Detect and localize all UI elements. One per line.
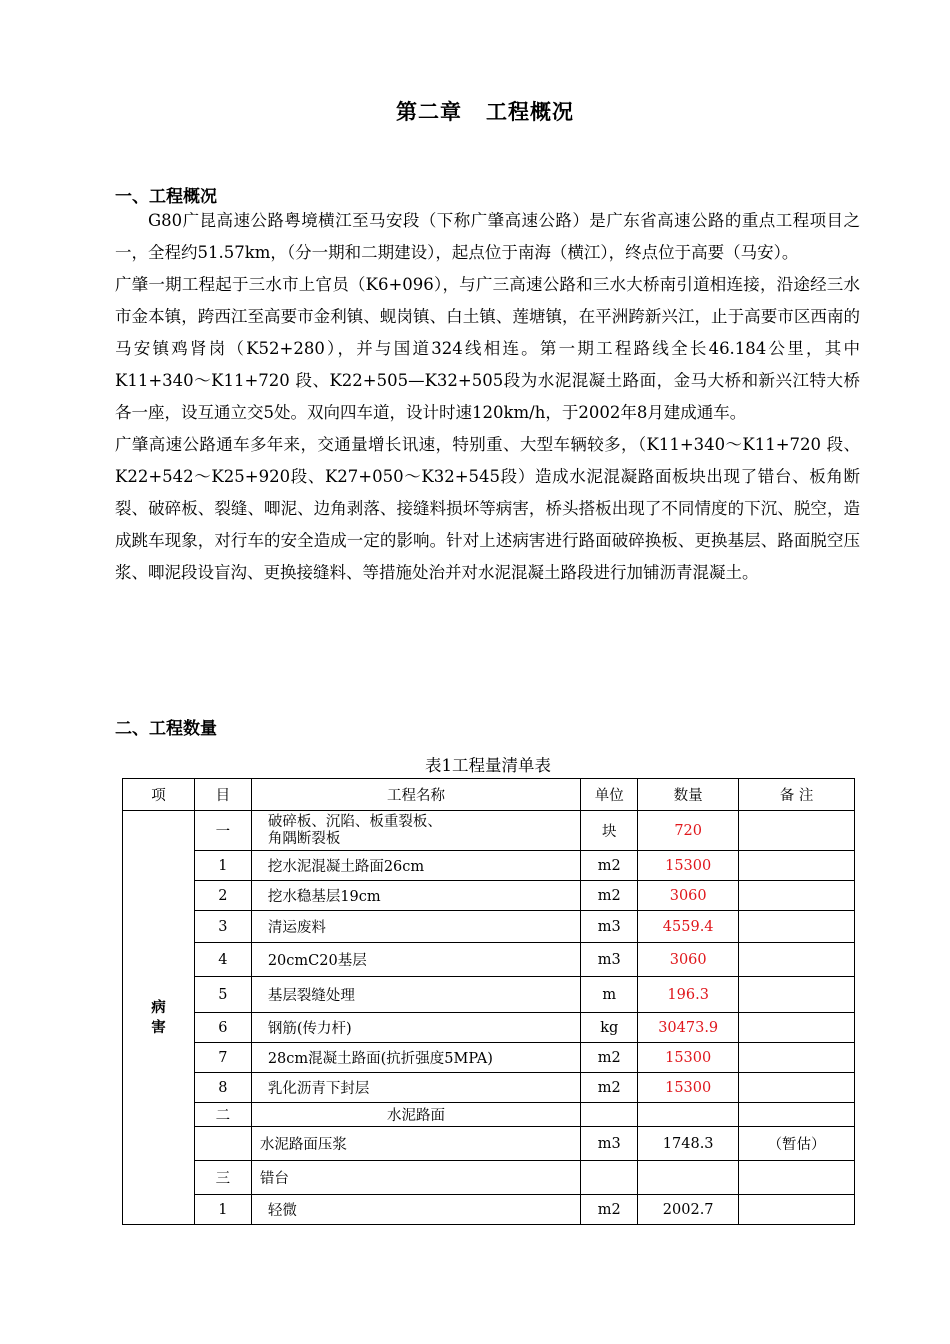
- row-unit: m3: [581, 1127, 638, 1161]
- row-name: 28cm混凝土路面(抗折强度5MPA): [251, 1043, 580, 1073]
- row-number: 5: [194, 977, 251, 1013]
- row-note: [739, 881, 855, 911]
- row-note: [739, 1161, 855, 1195]
- table-row: [123, 943, 855, 977]
- row-qty: [638, 1103, 739, 1127]
- row-unit: 块: [581, 811, 638, 851]
- row-name-line: 破碎板、沉陷、板重裂板、: [267, 813, 442, 830]
- row-note: （暂估）: [739, 1127, 855, 1161]
- table-row: [123, 1103, 855, 1127]
- chapter-number: 第二章: [396, 100, 462, 124]
- row-unit: m3: [581, 911, 638, 943]
- row-qty: 15300: [638, 1043, 739, 1073]
- row-name: 水泥路面: [251, 1103, 580, 1127]
- row-unit: m2: [581, 851, 638, 881]
- row-unit: m2: [581, 1043, 638, 1073]
- row-name: [251, 811, 580, 851]
- row-note: [739, 1103, 855, 1127]
- table-row: [123, 1161, 855, 1195]
- header-sub: 目: [194, 779, 251, 811]
- row-name: 20cmC20基层: [251, 943, 580, 977]
- table-row: [123, 851, 855, 881]
- row-unit: m2: [581, 881, 638, 911]
- table-row: [123, 977, 855, 1013]
- table-row: [123, 1043, 855, 1073]
- row-number: [194, 1127, 251, 1161]
- group-label: [123, 811, 195, 1225]
- row-note: [739, 911, 855, 943]
- table-row: [123, 881, 855, 911]
- row-number: 1: [194, 1195, 251, 1225]
- row-qty: 2002.7: [638, 1195, 739, 1225]
- overview-body: [115, 205, 860, 589]
- row-unit: m3: [581, 943, 638, 977]
- row-qty: 15300: [638, 851, 739, 881]
- chapter-name: 工程概况: [486, 100, 574, 124]
- row-number: 二: [194, 1103, 251, 1127]
- header-item: 项: [123, 779, 195, 811]
- row-name: 挖水泥混凝土路面26cm: [251, 851, 580, 881]
- row-unit: [581, 1103, 638, 1127]
- row-name: 钢筋(传力杆): [251, 1013, 580, 1043]
- row-note: [739, 1043, 855, 1073]
- row-unit: m: [581, 977, 638, 1013]
- row-number: 6: [194, 1013, 251, 1043]
- table-row: [123, 811, 855, 851]
- row-number: 三: [194, 1161, 251, 1195]
- row-qty: 30473.9: [638, 1013, 739, 1043]
- row-unit: m2: [581, 1195, 638, 1225]
- row-qty: 3060: [638, 881, 739, 911]
- row-note: [739, 943, 855, 977]
- row-qty: [638, 1161, 739, 1195]
- row-name: 水泥路面压浆: [251, 1127, 580, 1161]
- paragraph: 广肇一期工程起于三水市上官员（K6+096），与广三高速公路和三水大桥南引道相连接，沿途经三水市金本镇，跨西江至高要市金利镇、蚬岗镇、白土镇、莲塘镇，在平洲跨新兴江，止于高要市区西南的马安镇鸡肾岗（K52+280），并与国道324线相连。第一期工程路线全长46.184公里，其中K11+340～K11+720 段、K22+505—K32+505段为水泥混凝土路面，金马大桥和新兴江特大桥各一座，设互通立交5处。双向四车道，设计时速120km/h，于2002年8月建成通车。: [115, 275, 860, 422]
- row-qty: 3060: [638, 943, 739, 977]
- section-heading-overview: 一、工程概况: [115, 187, 217, 207]
- row-qty: 15300: [638, 1073, 739, 1103]
- row-number: 4: [194, 943, 251, 977]
- row-note: [739, 1013, 855, 1043]
- row-unit: m2: [581, 1073, 638, 1103]
- row-number: 2: [194, 881, 251, 911]
- row-unit: [581, 1161, 638, 1195]
- row-note: [739, 811, 855, 851]
- row-name-line: 角隅断裂板: [267, 830, 341, 847]
- group-label-char: 病: [151, 999, 166, 1016]
- table-row: [123, 911, 855, 943]
- row-note: [739, 977, 855, 1013]
- header-name: 工程名称: [251, 779, 580, 811]
- section-heading-quantities: 二、工程数量: [115, 719, 217, 739]
- row-name: 清运废料: [251, 911, 580, 943]
- table-caption: 表1工程量清单表: [425, 756, 551, 775]
- row-number: 1: [194, 851, 251, 881]
- paragraph: 广肇高速公路通车多年来，交通量增长讯速，特别重、大型车辆较多，（K11+340～K11+720 段、K22+542～K25+920段、K27+050～K32+545段）造成水泥混凝路面板块出现了错台、板角断裂、破碎板、裂缝、唧泥、边角剥落、接缝料损坏等病害，桥头搭板出现了不同情度的下沉、脱空，造成跳车现象，对行车的安全造成一定的影响。针对上述病害进行路面破碎换板、更换基层、路面脱空压浆、唧泥段设盲沟、更换接缝料、等措施处治并对水泥混凝土路段进行加铺沥青混凝土。: [115, 435, 860, 582]
- group-label-char: 害: [151, 1019, 166, 1036]
- row-note: [739, 851, 855, 881]
- chapter-title: [0, 96, 950, 126]
- paragraph: G80广昆高速公路粤境横江至马安段（下称广肇高速公路）是广东省高速公路的重点工程项目之一，全程约51.57km，（分一期和二期建设），起点位于南海（横江），终点位于高要（马安）。: [115, 211, 860, 262]
- row-number: 一: [194, 811, 251, 851]
- row-qty: 196.3: [638, 977, 739, 1013]
- row-number: 3: [194, 911, 251, 943]
- row-number: 8: [194, 1073, 251, 1103]
- header-qty: 数量: [638, 779, 739, 811]
- header-note: 备 注: [739, 779, 855, 811]
- table-row: [123, 1127, 855, 1161]
- quantity-table: [122, 778, 855, 1225]
- row-name: 轻微: [251, 1195, 580, 1225]
- row-note: [739, 1073, 855, 1103]
- row-name: 基层裂缝处理: [251, 977, 580, 1013]
- row-note: [739, 1195, 855, 1225]
- row-qty: 720: [638, 811, 739, 851]
- row-number: 7: [194, 1043, 251, 1073]
- table-header-row: [123, 779, 855, 811]
- table-row: [123, 1195, 855, 1225]
- table-row: [123, 1013, 855, 1043]
- header-unit: 单位: [581, 779, 638, 811]
- table-row: [123, 1073, 855, 1103]
- row-qty: 4559.4: [638, 911, 739, 943]
- row-name: 乳化沥青下封层: [251, 1073, 580, 1103]
- row-name: 挖水稳基层19cm: [251, 881, 580, 911]
- row-qty: 1748.3: [638, 1127, 739, 1161]
- row-unit: kg: [581, 1013, 638, 1043]
- row-name: 错台: [251, 1161, 580, 1195]
